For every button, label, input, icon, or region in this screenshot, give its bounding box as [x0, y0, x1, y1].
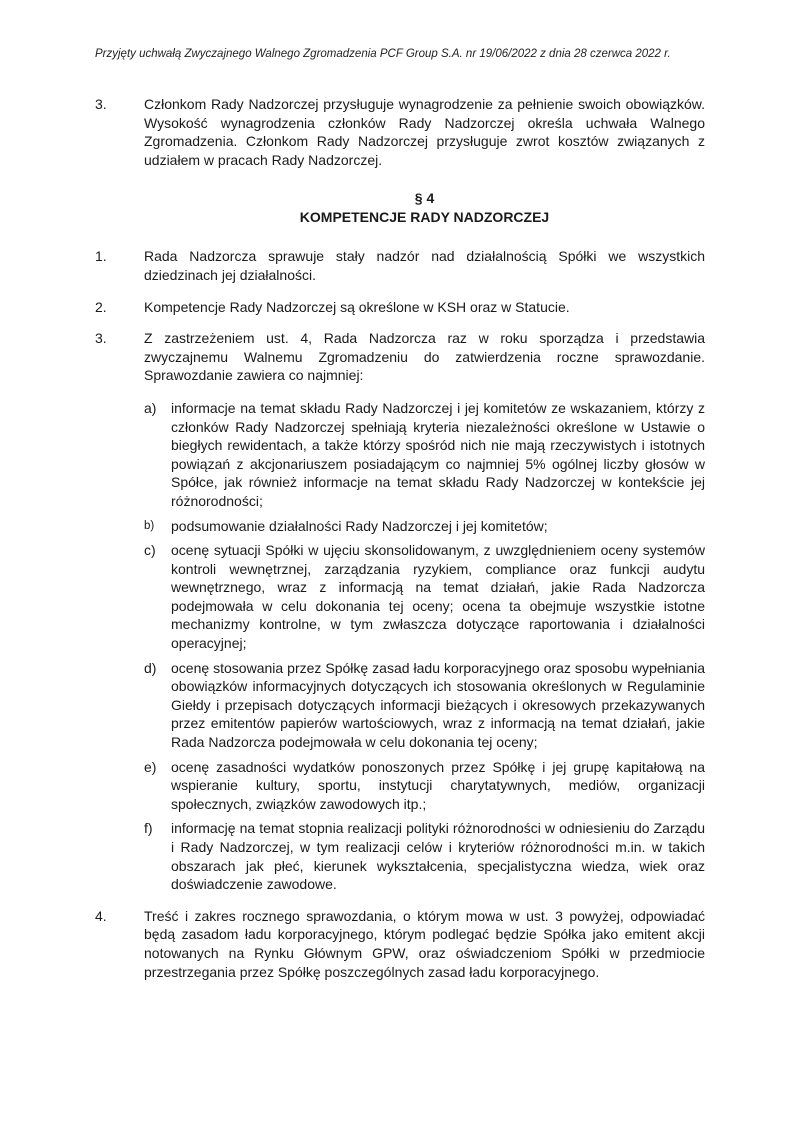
subitem-text: ocenę sytuacji Spółki w ujęciu skonsolidowanym, z uwzględnieniem oceny systemów kontroli wewnętrznej, zarządzania ryzykiem, compliance oraz funkcji audytu wewnętrznego, wraz z informacją na temat działań, jakie Rada Nadzorcza podejmowała w celu dokonania tej oceny; ocena ta obejmuje wszystkie istotne mechanizmy kontrolne, w tym zwłaszcza dotyczące raportowania i działalności operacyjnej; [171, 542, 705, 652]
subitem-letter: c) [144, 542, 156, 559]
section-title: KOMPETENCJE RADY NADZORCZEJ [299, 209, 550, 226]
section-heading [144, 189, 705, 227]
paragraph-text: Z zastrzeżeniem ust. 4, Rada Nadzorcza raz w roku sporządza i przedstawia zwyczajnemu Walnemu Zgromadzeniu do zatwierdzenia roczne sprawozdanie. Sprawozdanie zawiera co najmniej: [144, 330, 705, 384]
subitem-letter: a) [144, 399, 157, 416]
paragraph-number: 3. [95, 96, 107, 112]
paragraph-number: 4. [95, 907, 107, 924]
subitem-b [144, 517, 705, 536]
subitem-a [144, 399, 705, 511]
subitem-text: informacje na temat składu Rady Nadzorczej i jej komitetów ze wskazaniem, którzy z członków Rady Nadzorczej spełniają kryteria niezależności określone w Ustawie o biegłych rewidentach, a także którzy spośród nich nie mają rzeczywistych i istotnych powiązań z akcjonariuszem posiadającym co najmniej 5% ogólnej liczby głosów w Spółce, jak również informacje na temat składu Rady Nadzorczej w kontekście jej różnorodności; [171, 399, 705, 509]
section-number: § 4 [414, 190, 435, 207]
paragraph-1 [95, 247, 705, 284]
subitem-text: ocenę zasadności wydatków ponoszonych przez Spółkę i jej grupę kapitałową na wspieranie kultury, sportu, instytucji charytatywnych, mediów, organizacji społecznych, związków zawodowych itp.; [171, 758, 705, 812]
paragraph-text: Rada Nadzorcza sprawuje stały nadzór nad działalnością Spółki we wszystkich dziedzinach jej działalności. [144, 248, 705, 283]
paragraph-4 [95, 907, 705, 981]
subitem-list [144, 399, 705, 894]
subitem-letter: f) [144, 820, 153, 837]
subitem-text: podsumowanie działalności Rady Nadzorczej i jej komitetów; [171, 517, 548, 534]
subitem-d [144, 659, 705, 752]
document-header: Przyjęty uchwałą Zwyczajnego Walnego Zgromadzenia PCF Group S.A. nr 19/06/2022 z dnia 28 czerwca 2022 r. [95, 48, 671, 60]
paragraph-text: Kompetencje Rady Nadzorczej są określone w KSH oraz w Statucie. [144, 298, 570, 315]
paragraph-prev-3 [95, 95, 705, 169]
paragraph-text: Treść i zakres rocznego sprawozdania, o którym mowa w ust. 3 powyżej, odpowiadać będą zasadom ładu korporacyjnego, którym podlegać będzie Spółka jako emitent akcji notowanych na Rynku Głównym GPW, oraz oświadczeniom Spółki w przedmiocie przestrzegania przez Spółkę poszczególnych zasad ładu korporacyjnego. [144, 907, 705, 980]
subitem-letter: d) [144, 659, 157, 676]
paragraph-number: 2. [95, 298, 107, 315]
subitem-e [144, 758, 705, 814]
subitem-f [144, 819, 705, 893]
document-body [95, 95, 705, 994]
subitem-text: ocenę stosowania przez Spółkę zasad ładu korporacyjnego oraz sposobu wypełniania obowiązków informacyjnych dotyczących ich stosowania określonych w Regulaminie Giełdy i przepisach dotyczących informacji bieżących i okresowych przekazywanych przez emitentów papierów wartościowych, wraz z informacją na temat działań, jakie Rada Nadzorcza podejmowała w celu dokonania tej oceny; [171, 659, 705, 751]
paragraph-text: Członkom Rady Nadzorczej przysługuje wynagrodzenie za pełnienie swoich obowiązków. Wysokość wynagrodzenia członków Rady Nadzorczej określa uchwała Walnego Zgromadzenia. Członkom Rady Nadzorczej przysługuje zwrot kosztów związanych z udziałem w pracach Rady Nadzorczej. [144, 96, 705, 168]
subitem-c [144, 541, 705, 653]
subitem-text: informację na temat stopnia realizacji polityki różnorodności w odniesieniu do Zarządu i Rady Nadzorczej, w tym realizacji celów i kryteriów różnorodności m.in. w takich obszarach jak płeć, kierunek wykształcenia, specjalistyczna wiedza, wiek oraz doświadczenie zawodowe. [171, 820, 705, 893]
subitem-letter: e) [144, 758, 157, 775]
paragraph-number: 1. [95, 248, 107, 265]
subitem-letter: b) [144, 519, 155, 532]
paragraph-2 [95, 298, 705, 317]
paragraph-number: 3. [95, 330, 107, 347]
paragraph-3 [95, 329, 705, 894]
